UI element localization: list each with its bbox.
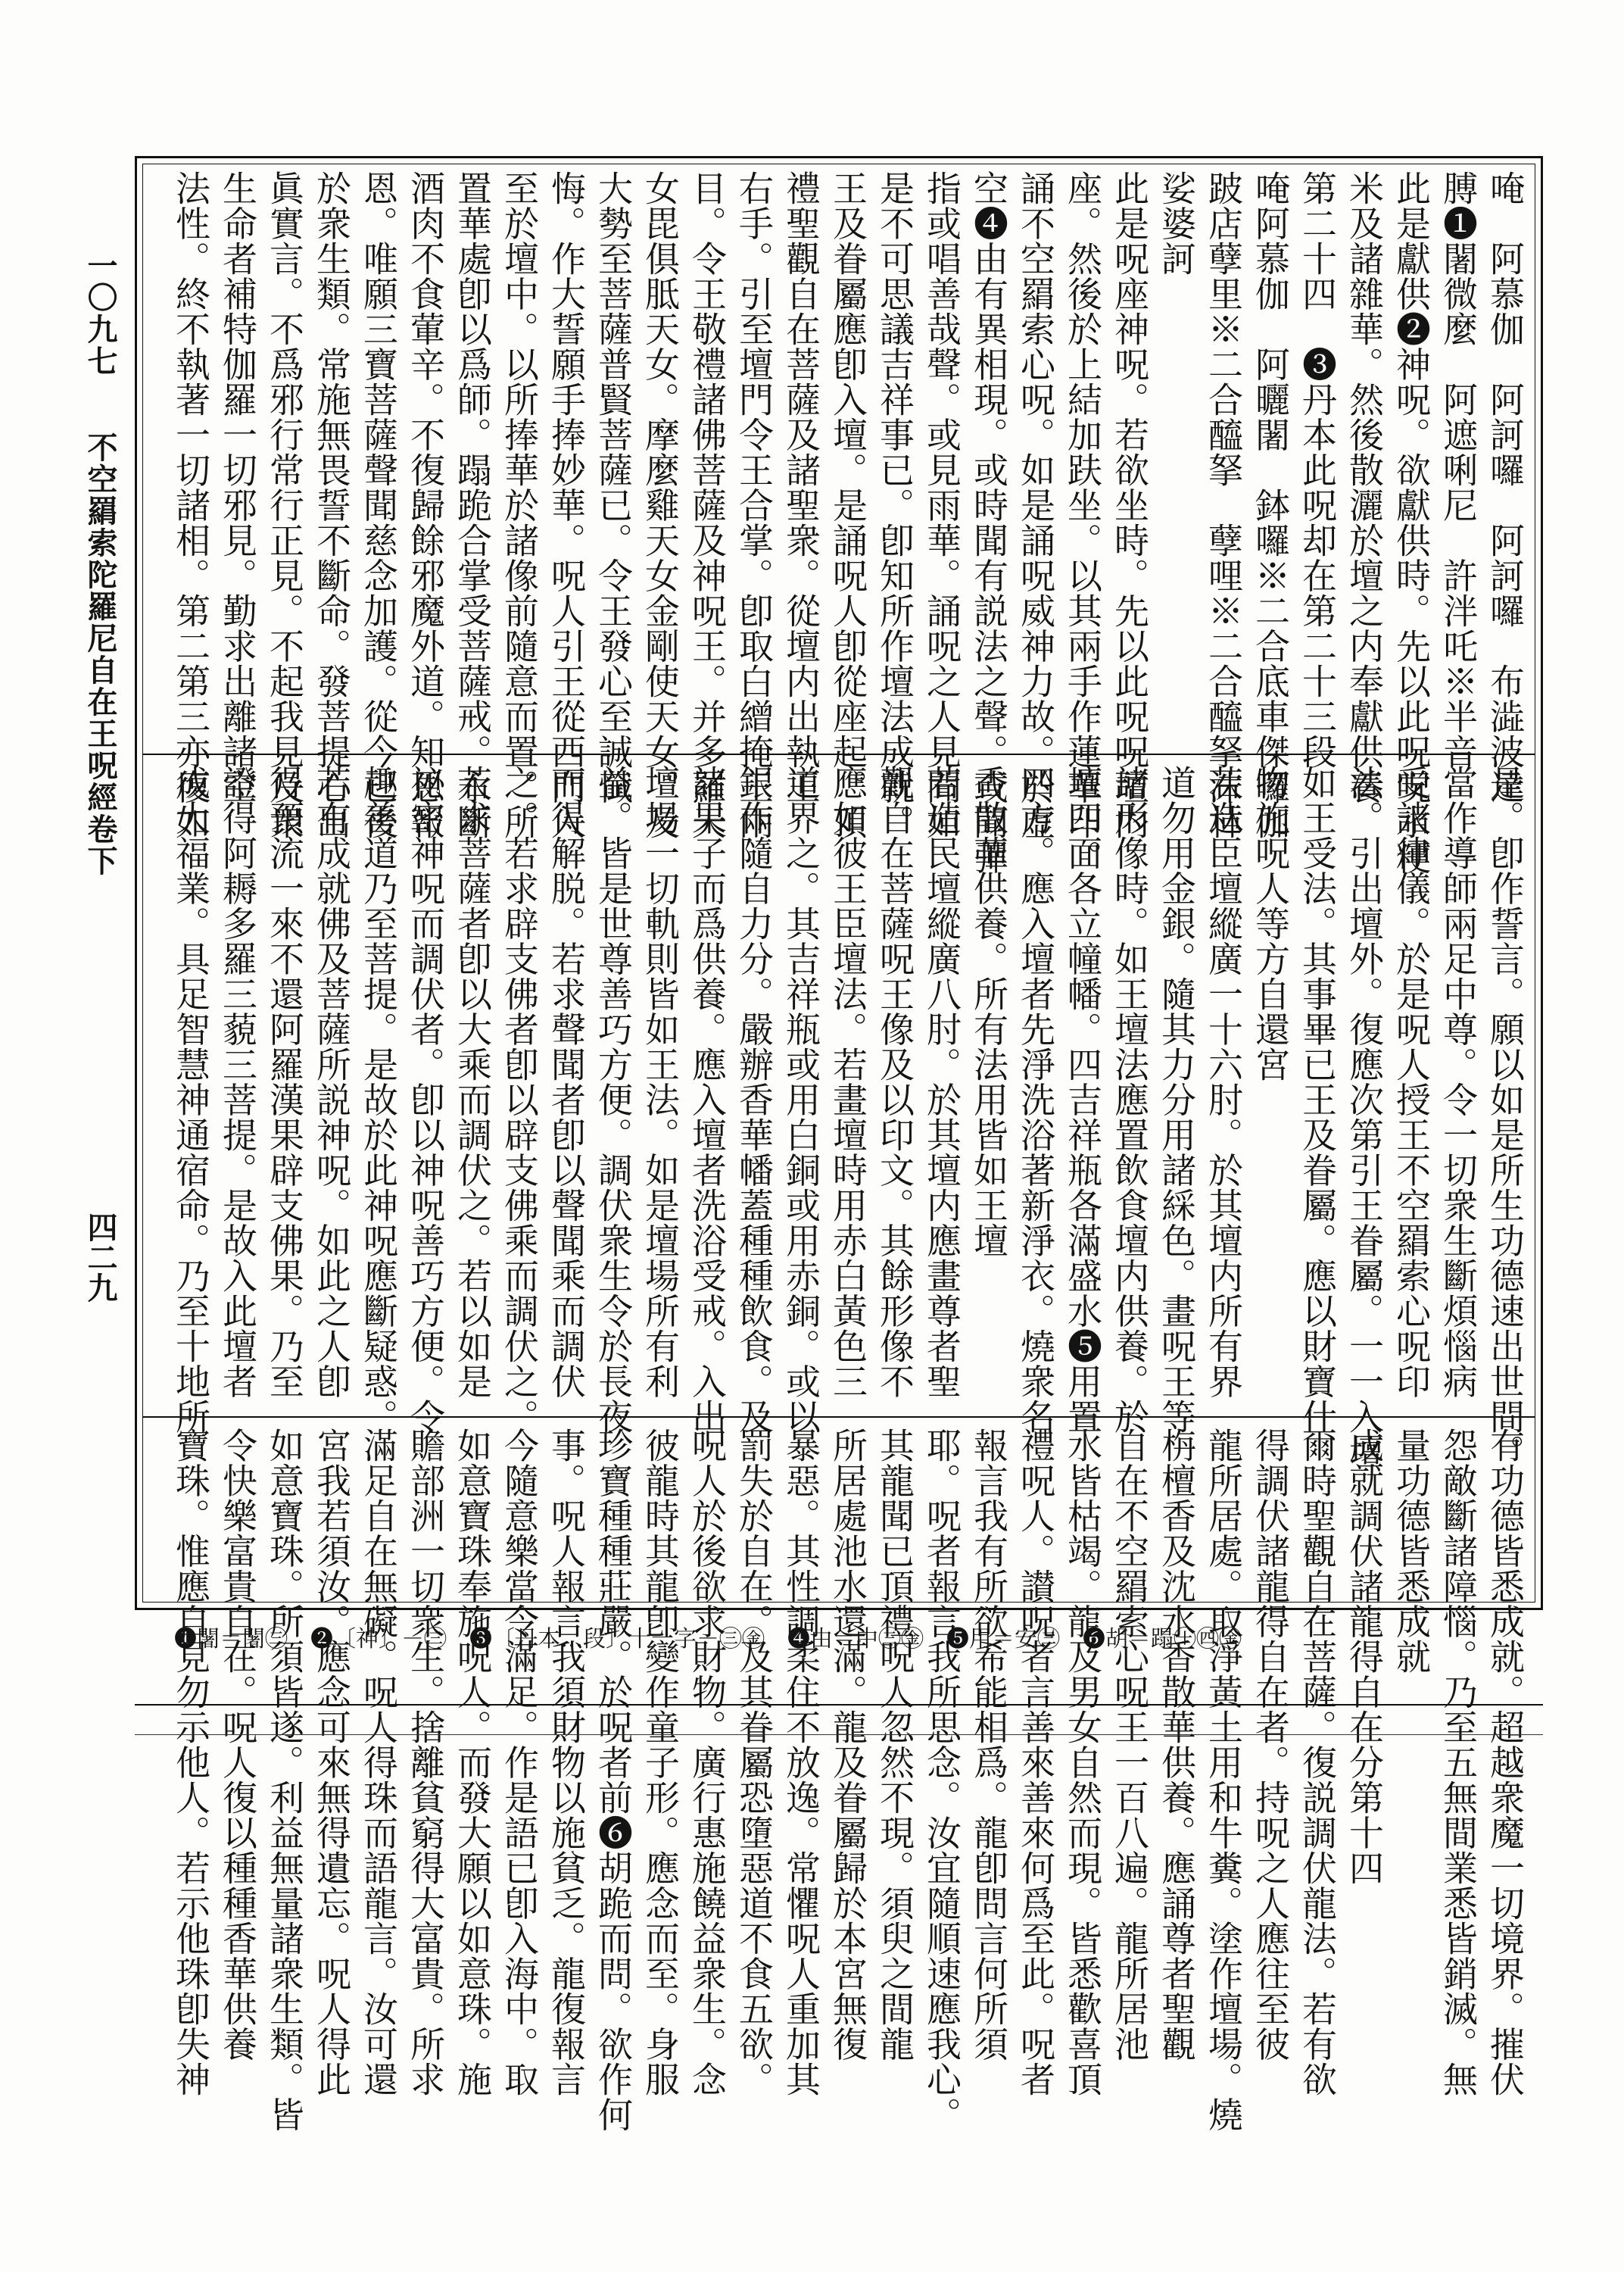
text-column: 當作導師兩足中尊。令一切衆生斷煩惱病	[1438, 765, 1479, 1399]
footnotes: ❶闍＝闍㊂ ❷〔神〕－㊂ ❸〔丹本…段〕十一字－㊂㊎ ❹由＝中㊂㊎ ❺用＝安㊂ ❻胡＝蹋㊉㊃㊎	[174, 1626, 1242, 1653]
text-column: 女毘俱胝天女。摩麼雞天女金剛使天女。及	[640, 170, 681, 840]
text-column: 得預流一來不還阿羅漢果辟支佛果。乃至	[264, 765, 305, 1399]
text-column: 是。卽作誓言。願以如是所生功德速出世間。	[1485, 765, 1526, 1469]
text-column: 趣善道乃至菩提。是故於此神呪應斷疑惑。	[358, 765, 399, 1434]
text-column: 道界之。其吉祥瓶或用白銅或用赤銅。或以	[781, 765, 821, 1434]
text-column: 此是獻供❷神呪。欲獻供時。先以此呪呪水粳	[1391, 170, 1432, 875]
text-column: 怨敵斷諸障惱。乃至五無間業悉皆銷滅。無	[1438, 1428, 1479, 2097]
text-column: 道勿用金銀。隨其力分用諸綵色。畫呪王等	[1156, 765, 1197, 1434]
text-column: 栴檀香及沈水香散華供養。應誦尊者聖觀	[1156, 1428, 1197, 2061]
text-column: 法性。終不執著一切諸相。第二第三亦復如	[170, 170, 211, 840]
text-column: 米及諸雜華。然後散灑於壇之内奉獻供養	[1344, 170, 1385, 804]
page-number: 四二九	[83, 1212, 118, 1303]
text-column: 珍寶種種莊嚴。於呪者前❻胡跪而問。欲作何	[593, 1428, 634, 2132]
text-column: 法。引出壇外。復應次第引王眷屬。一一入壇	[1344, 765, 1385, 1469]
text-column: 生命者補特伽羅一切邪見。勤求出離諸空	[217, 170, 258, 804]
text-column: 大勢至菩薩普賢菩薩已。令王發心至誠懺	[593, 170, 634, 804]
text-column: 龍所居處。取淨黃土用和牛糞。塗作壇場。燒	[1203, 1428, 1244, 2132]
text-column: 王及眷屬應卽入壇。是誦呪人卽從座起。頂	[828, 170, 868, 840]
text-column: 第二十四 ❸丹本此呪却在第二十三段	[1297, 170, 1338, 769]
text-column: 諸形像時。如王壇法應置飲食壇内供養。於	[1109, 765, 1150, 1434]
text-column: 娑婆訶	[1156, 170, 1197, 276]
text-column: 禮聖觀自在菩薩及諸聖衆。從壇内出執王	[781, 170, 821, 804]
text-column: 膊❶闍微麼 阿遮唎尼 許泮吒※半音	[1438, 170, 1479, 769]
text-column: 壇四面各立幢幡。四吉祥瓶各滿盛水❺用置	[1062, 765, 1103, 1434]
text-column: 令快樂富貴自在。呪人復以種種香華供養	[217, 1428, 258, 2061]
text-column: 跛店孽里※二合醯拏 孽哩※二合醯拏沫林	[1203, 170, 1244, 840]
text-column: 空❹由有異相現。或時聞有説法之聲。或聞彈	[968, 170, 1009, 875]
text-column: 益。皆是世尊善巧方便。調伏衆生令於長夜	[593, 765, 634, 1434]
text-column: 香散華供養。所有法用皆如王壇	[968, 765, 1009, 1258]
text-column: 之。若求辟支佛者卽以辟支佛乘而調伏之。	[499, 765, 540, 1434]
page-label: 一〇九七	[83, 250, 118, 377]
text-column: 自在不空羂索心呪王一百八遍。龍所居池	[1109, 1428, 1150, 2061]
text-column: 觀自在菩薩呪王像及以印文。其餘形像不	[874, 765, 915, 1399]
text-column: 若造民壇縱廣八肘。於其壇内應畫尊者聖	[921, 765, 962, 1399]
text-column: 滿足自在無礙。呪人得珠而語龍言。汝可還	[358, 1428, 399, 2097]
text-column: 至於壇中。以所捧華於諸像前隨意而置。所	[499, 170, 540, 840]
text-column: 於衆生類。常施無畏誓不斷命。發菩提心出	[311, 170, 352, 840]
text-column: 右手。引至壇門令王合掌。卽取白繒掩王兩	[734, 170, 775, 840]
text-column: 而得解脱。若求聲聞者卽以聲聞乘而調伏	[546, 765, 587, 1399]
text-column: 物施呪人等方自還宮	[1250, 765, 1291, 1082]
text-column: 祕密神呪而調伏者。卽以神呪善巧方便。令	[405, 765, 446, 1434]
text-column: 銀作隨自力分。嚴辦香華幡蓋種種飲食。及	[734, 765, 775, 1434]
side-header	[83, 250, 117, 877]
text-column: 眞實言。不爲邪行常行正見。不起我見及衆	[264, 170, 305, 840]
bottom-rule-2	[135, 1734, 1543, 1735]
text-column: 如意寶珠。所須皆遂。利益無量諸衆生類。皆	[264, 1428, 305, 2132]
text-column: 若有成就佛及菩薩所説神呪。如此之人卽	[311, 765, 352, 1399]
bottom-rule-1	[135, 1704, 1543, 1706]
text-column: 事。呪人報言我須財物以施貧乏。龍復報言	[546, 1428, 587, 2097]
text-column: 宮我若須汝。應念可來無得遺忘。呪人得此	[311, 1428, 352, 2097]
text-column: 贍部洲一切衆生。捨離貧窮得大富貴。所求	[405, 1428, 446, 2097]
text-column: 如意寶珠奉施呪人。而發大願以如意珠。施	[452, 1428, 493, 2097]
text-column: 唵 阿慕伽 阿訶囉 阿訶囉 布澁波達	[1485, 170, 1526, 804]
text-column: 應如彼王臣壇法。若畫壇時用赤白黃色三	[828, 765, 868, 1399]
text-column: 成大福業。具足智慧神通宿命。乃至十地所	[170, 765, 211, 1434]
text-column: 所居處池水還滿。龍及眷屬歸於本宮無復	[828, 1428, 868, 2061]
text-band-1	[132, 170, 1526, 875]
text-column: 有功德皆悉成就。超越衆魔一切境界。摧伏	[1485, 1428, 1526, 2097]
text-column: 唵阿慕伽 阿曬闍 鉢囉※二合底車傑囉伽	[1250, 170, 1291, 840]
text-column: 彼龍時其龍卽變作童子形。應念而至。身服	[640, 1428, 681, 2097]
text-column: 誦不空羂索心呪。如是誦呪威神力故。於虚	[1015, 170, 1056, 840]
text-band-2	[132, 765, 1526, 1469]
text-column: 報言我有所欲希能相爲。龍卽問言何所須	[968, 1428, 1009, 2061]
book-title: 不空羂索陀羅尼自在王呪經卷下	[83, 431, 118, 877]
text-column: 恩。唯願三寶菩薩聲聞慈念加護。從今已後	[358, 170, 399, 840]
text-column: 禮呪人。讃呪者言善來善來何爲至此。呪者	[1015, 1428, 1056, 2097]
text-column: 壇場一切軌則皆如王法。如是壇場所有利	[640, 765, 681, 1399]
text-column: 寶珠。惟應自見勿示他人。若示他珠卽失神	[170, 1428, 211, 2097]
text-column: 得調伏諸龍得自在者。持呪之人應往至彼	[1250, 1428, 1291, 2061]
text-column: 耶。呪者報言我所思念。汝宜隨順速應我心。	[921, 1428, 962, 2132]
text-column: 若求菩薩者卽以大乘而調伏之。若以如是	[452, 765, 493, 1399]
text-column: 如王受法。其事畢已王及眷屬。應以財寶什	[1297, 765, 1338, 1434]
text-column: 目。令王敬禮諸佛菩薩及神呪王。并多羅天	[687, 170, 728, 840]
text-column: 諸果子而爲供養。應入壇者洗浴受戒。入出	[687, 765, 728, 1434]
text-column: 暴惡。其性調柔住不放逸。常懼呪人重加其	[781, 1428, 821, 2097]
text-column: 其龍聞已頂禮呪人忽然不現。須臾之間龍	[874, 1428, 915, 2061]
text-column: 置華處卽以爲師。蹋跪合掌受菩薩戒。永斷	[452, 170, 493, 840]
text-column: 成就調伏諸龍得自在分第十四	[1344, 1428, 1385, 1886]
text-column: 酒肉不食葷辛。不復歸餘邪魔外道。知恩報	[405, 170, 446, 840]
text-column: 是不可思議吉祥事已。卽知所作壇法成就。	[874, 170, 915, 840]
text-column: 量功德皆悉成就	[1391, 1428, 1432, 1674]
text-column: 座。然後於上結加趺坐。以其兩手作蓮華印。	[1062, 170, 1103, 875]
text-column: 此是呪座神呪。若欲坐時。先以此呪呪壇内	[1109, 170, 1150, 840]
text-column: 悔。作大誓願手捧妙華。呪人引王從西門入	[546, 170, 587, 840]
text-column: 四方。應入壇者先淨洗浴著新淨衣。燒衆名	[1015, 765, 1056, 1434]
text-column: 水皆枯竭。龍及男女自然而現。皆悉歡喜頂	[1062, 1428, 1103, 2097]
text-column: 證得阿耨多羅三藐三菩提。是故入此壇者	[217, 765, 258, 1399]
text-column: 指或唱善哉聲。或見雨華。誦呪之人見聞如	[921, 170, 962, 840]
text-column: 爾時聖觀自在菩薩。復説調伏龍法。若有欲	[1297, 1428, 1338, 2097]
text-column: 受諸律儀。於是呪人授王不空羂索心呪印	[1391, 765, 1432, 1399]
text-column: 若造臣壇縱廣一十六肘。於其壇内所有界	[1203, 765, 1244, 1399]
text-column: 今隨意樂當令滿足。作是語已卽入海中。取	[499, 1428, 540, 2097]
text-column: 罰失於自在。及其眷屬恐墮惡道不食五欲。	[734, 1428, 775, 2097]
text-column: 呪人於後欲求財物。廣行惠施饒益衆生。念	[687, 1428, 728, 2097]
